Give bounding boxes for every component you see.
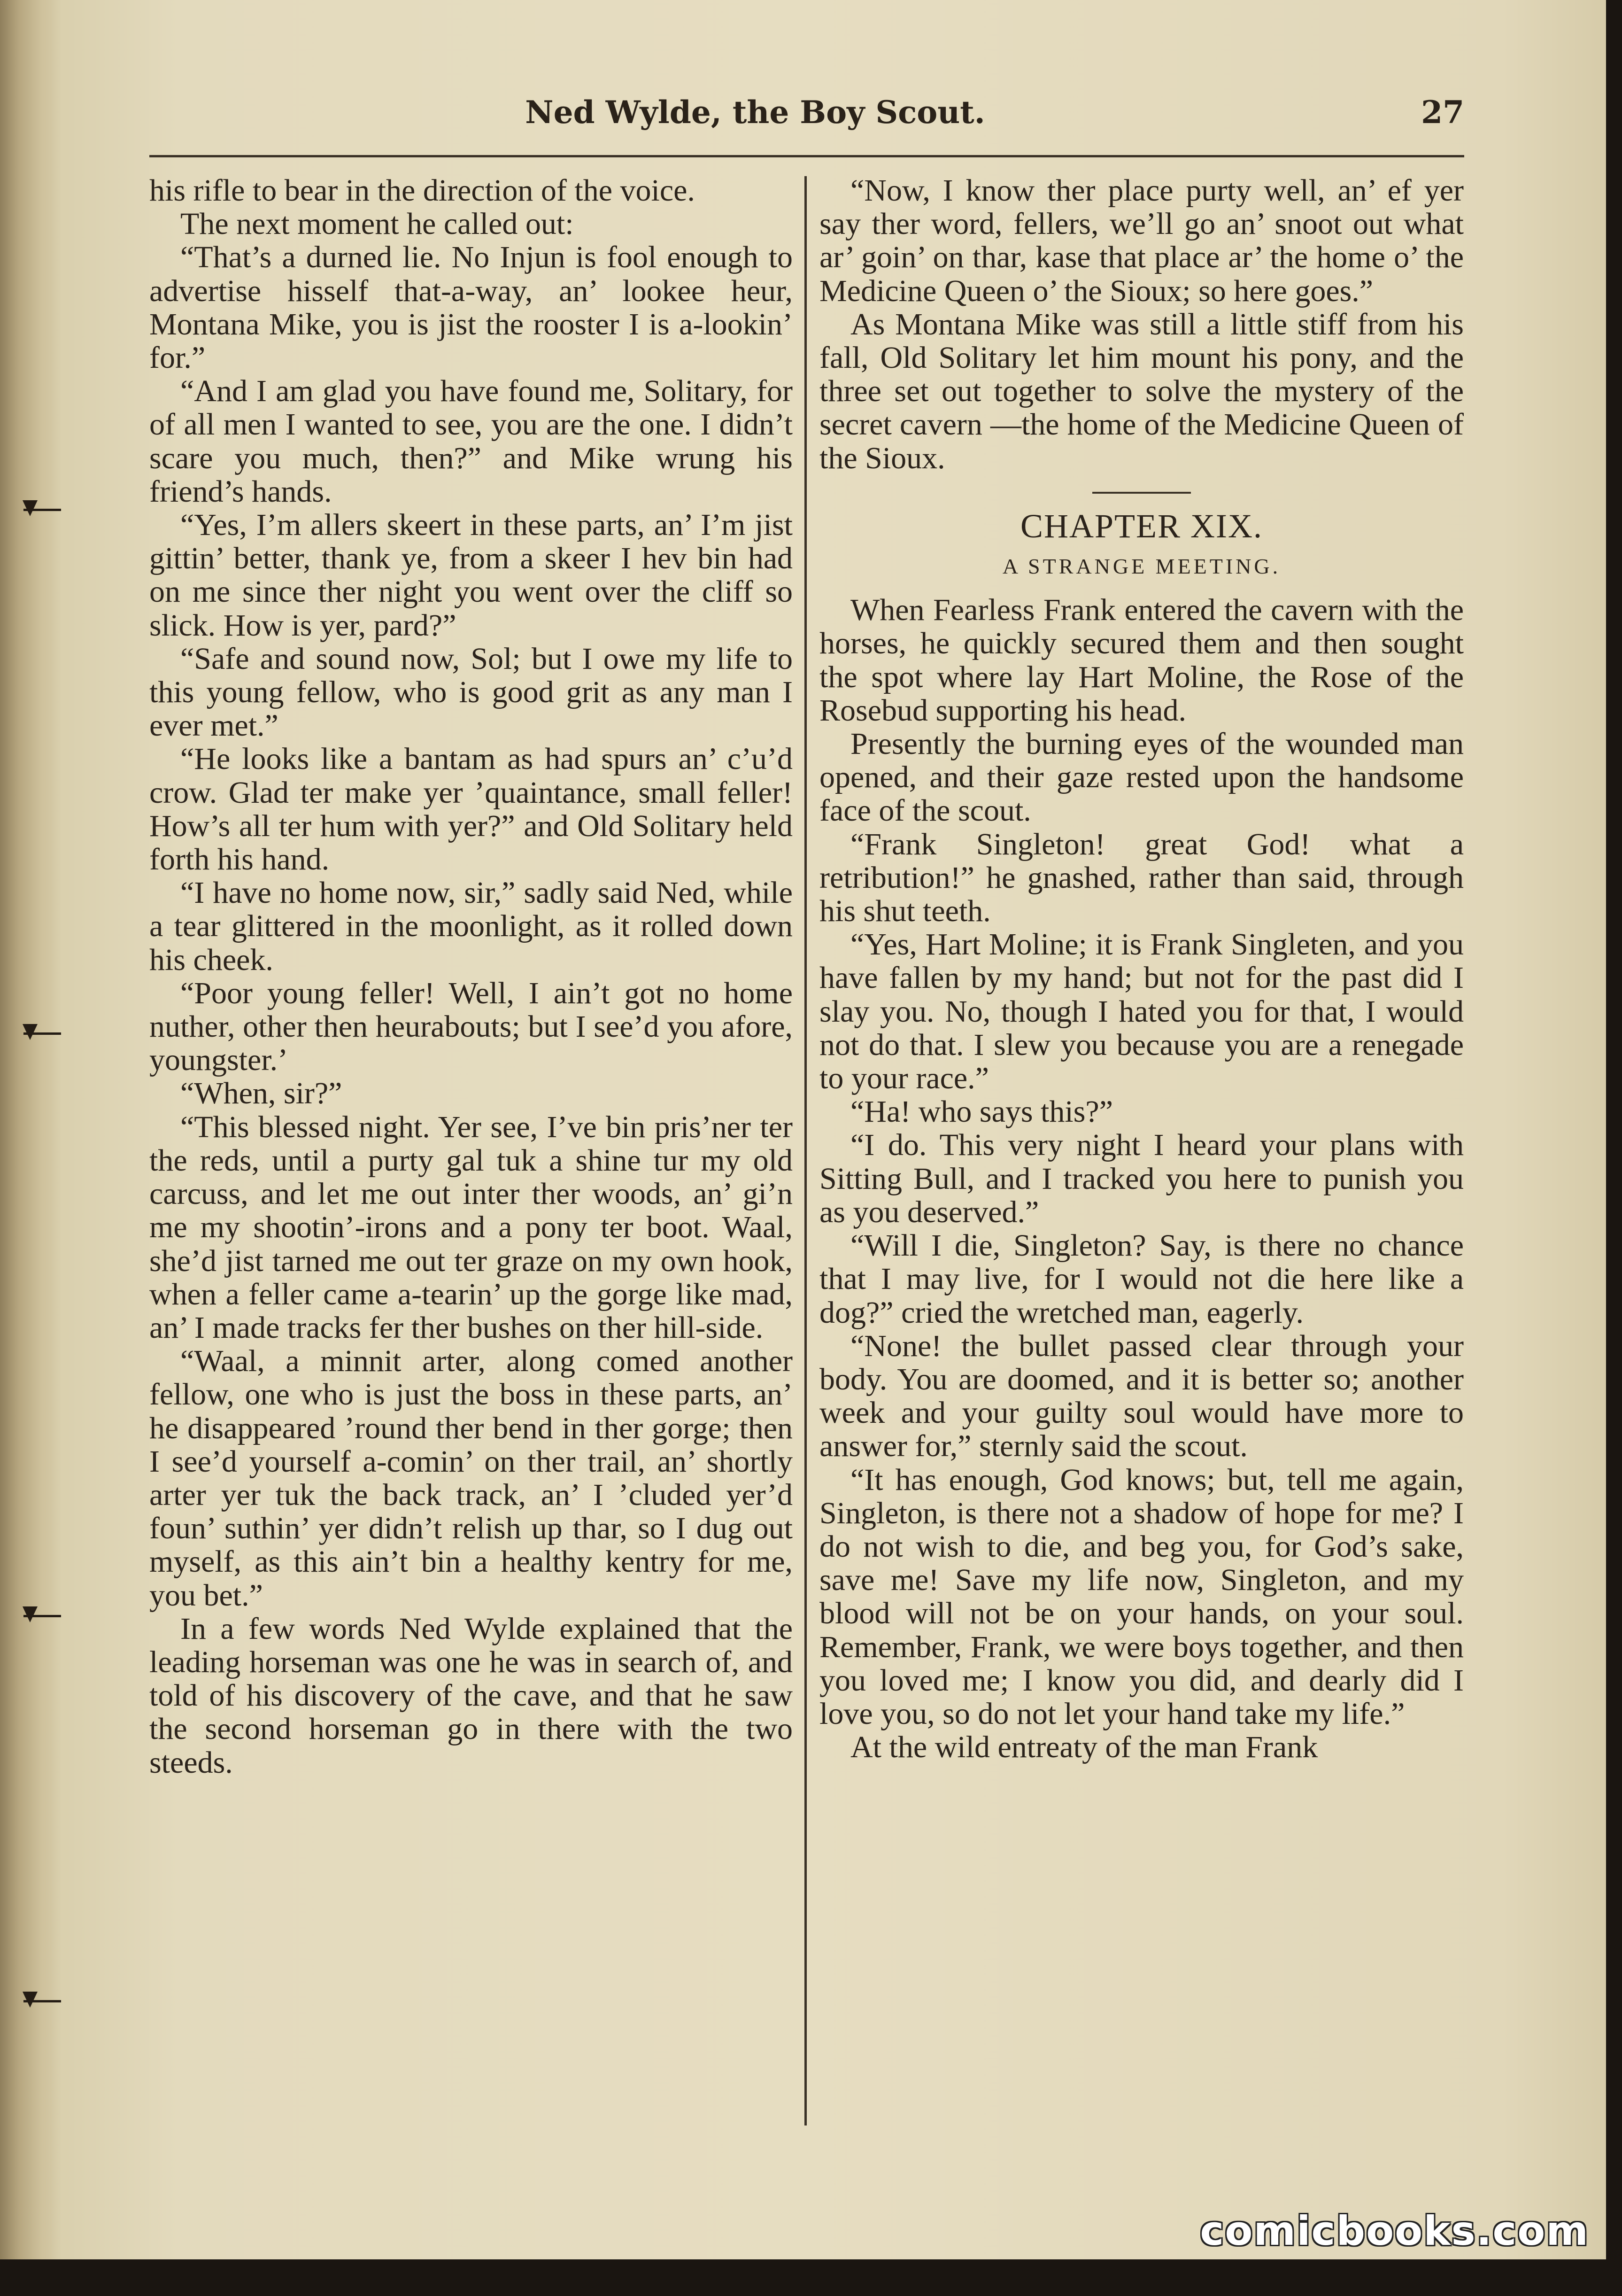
paragraph: “Waal, a minnit arter, along comed another fellow, one who is just the boss in these parts, an’ he disappeared ’round ther bend in ther gorge; then I see’d yourself a-comin’ on ther trail, an’ shortly arter yer tuk the back track, an’ I ’cluded yer’d foun’ suthin’ yer didn’t relish up thar, so I dug out myself, as this ain’t bin a healthy kentry for me, you bet.” [149,1344,793,1613]
paragraph: “He looks like a bantam as had spurs an’ c’u’d crow. Glad ter make yer ’quaintance, small feller! How’s all ter hum with yer?” and Old Solitary held forth his hand. [149,742,793,877]
paragraph: “I have no home now, sir,” sadly said Ned, while a tear glittered in the moonlight, as it rolled down his cheek. [149,876,793,977]
header-rule [149,155,1464,157]
paragraph: “Frank Singleton! great God! what a retribution!” he gnashed, rather than said, through his shut teeth. [819,827,1464,929]
page-number: 27 [1421,94,1464,131]
chapter-subtitle: A STRANGE MEETING. [1002,554,1281,579]
binding-stitch [9,505,61,514]
chapter-title: CHAPTER XIX. [1020,507,1263,545]
paragraph: “Yes, I’m allers skeert in these parts, an’ I’m jist gittin’ better, thank ye, from a skeer I hev bin had on me since ther night you went over the cliff so slick. How is yer, pard?” [149,508,793,643]
page-header [149,94,1464,150]
paragraph: The next moment he called out: [180,207,574,241]
paragraph: “I do. This very night I heard your plans with Sitting Bull, and I tracked you here to punish you as you deserved.” [819,1128,1464,1229]
watermark: comicbooks.com [1200,2208,1589,2255]
paragraph: “It has enough, God knows; but, tell me again, Singleton, is there not a shadow of hope for me? I do not wish to die, and beg you, for God’s sake, save me! Save my life now, Singleton, and my blood will not be on your hands, on your soul. Remember, Frank, we were boys together, and then you loved me; I know you did, and dearly did I love you, so do not let your hand take my life.” [819,1462,1464,1731]
binding-stitch [9,1029,61,1038]
left-column [149,174,793,1779]
paragraph: “That’s a durned lie. No Injun is fool enough to advertise hisself that-a-way, an’ lookee heur, Montana Mike, you is jist the rooster I is a-lookin’ for.” [149,240,793,375]
paragraph: “Will I die, Singleton? Say, is there no chance that I may live, for I would not die here like a dog?” cried the wretched man, eagerly. [819,1228,1464,1330]
paragraph: When Fearless Frank entered the cavern with the horses, he quickly secured them and then sought the spot where lay Hart Moline, the Rose of the Rosebud supporting his head. [819,593,1464,728]
right-column [819,174,1464,1764]
paragraph: As Montana Mike was still a little stiff from his fall, Old Solitary let him mount his pony, and the three set out together to solve the mystery of the secret cavern —the home of the Medicine Queen of the Sioux. [819,307,1464,475]
chapter-rule [1092,492,1191,494]
paragraph: “Yes, Hart Moline; it is Frank Singleten, and you have fallen by my hand; but not for the past did I slay you. No, though I hated you for that, I would not do that. I slew you because you are a renegade to your race.” [819,927,1464,1096]
binding-stitch [9,1611,61,1621]
paragraph: “This blessed night. Yer see, I’ve bin pris’ner ter the reds, until a purty gal tuk a shine tur my old carcuss, and let me out inter ther woods, an’ gi’n me my shootin’-irons and a pony ter boot. Waal, she’d jist tarned me out ter graze on my own hook, when a feller came a-tearin’ up the gorge like mad, an’ I made tracks fer ther bushes on ther hill-side. [149,1109,793,1345]
paragraph: At the wild entreaty of the man Frank [850,1730,1318,1765]
paragraph: “And I am glad you have found me, Solitary, for of all men I wanted to see, you are the one. I didn’t scare you much, then?” and Mike wrung his friend’s hands. [149,374,793,509]
column-divider [804,176,807,2125]
paragraph: “None! the bullet passed clear through your body. You are doomed, and it is better so; another week and your guilty soul would have more to answer for,” sternly said the scout. [819,1328,1464,1464]
book-spine [0,0,61,2259]
paragraph: Presently the burning eyes of the wounded man opened, and their gaze rested upon the handsome face of the scout. [819,727,1464,828]
paragraph: “Poor young feller! Well, I ain’t got no home nuther, other then heurabouts; but I see’d you afore, youngster.’ [149,976,793,1078]
paragraph: his rifle to bear in the direction of the voice. [149,173,695,208]
paragraph: “Safe and sound now, Sol; but I owe my life to this young fellow, who is good grit as any man I ever met.” [149,641,793,743]
binding-stitch [9,1996,61,2006]
paragraph: “Ha! who says this?” [850,1094,1113,1129]
paragraph: In a few words Ned Wylde explained that the leading horseman was one he was in search of, and told of his discovery of the cave, and that he saw the second horseman go in there with the two steeds. [149,1611,793,1780]
paragraph: “Now, I know ther place purty well, an’ ef yer say ther word, fellers, we’ll go an’ snoot out what ar’ goin’ on thar, kase that place ar’ the home o’ the Medicine Queen o’ the Sioux; so here goes.” [819,173,1464,308]
paragraph: “When, sir?” [180,1076,342,1111]
running-title: Ned Wylde, the Boy Scout. [525,94,985,131]
